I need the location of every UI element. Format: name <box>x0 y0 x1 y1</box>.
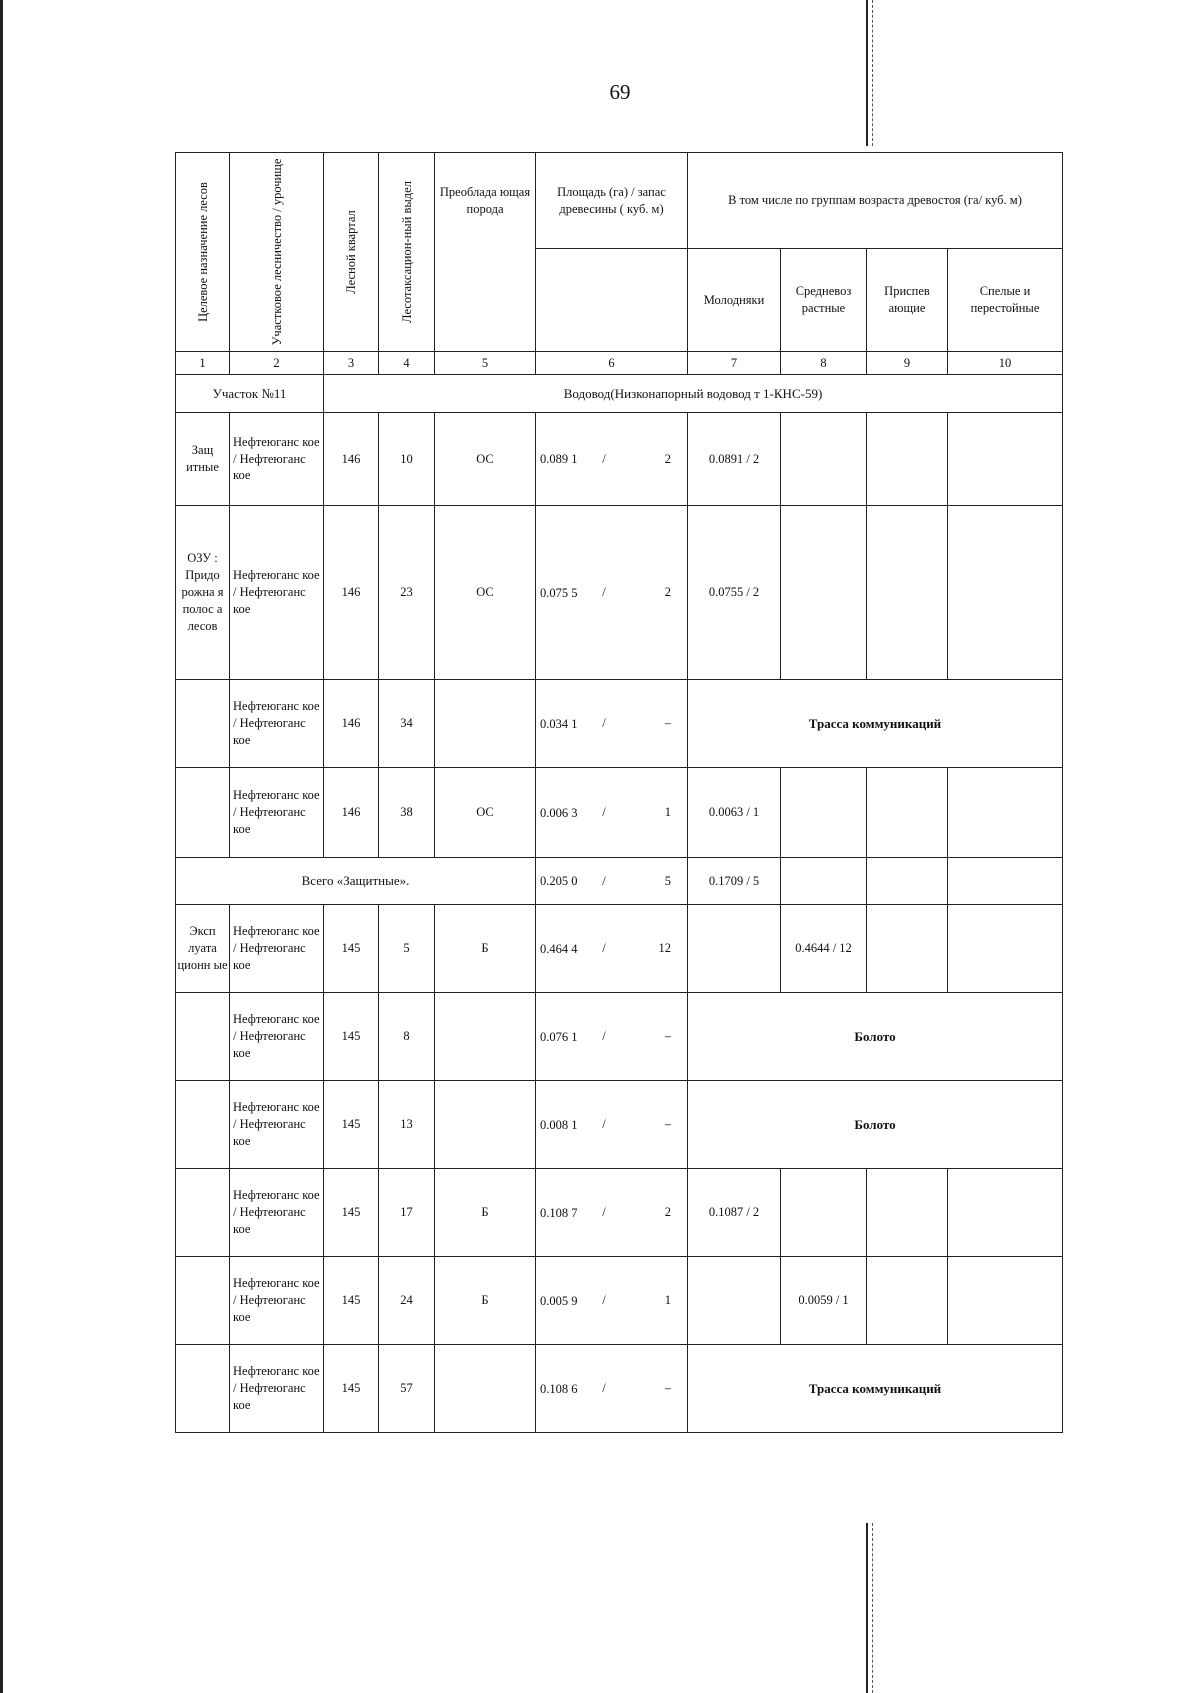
middle-aged-cell <box>781 413 867 506</box>
column-number: 3 <box>324 352 379 375</box>
ward-cell: Нефтеюганс кое / Нефтеюганс кое <box>230 506 324 680</box>
header-quarter: Лесной квартал <box>324 153 379 352</box>
area-value: 0.464 4 <box>540 941 578 956</box>
area-separator: / <box>602 585 606 600</box>
middle-aged-cell <box>781 506 867 680</box>
species-cell: ОС <box>435 768 536 858</box>
plot-cell: 38 <box>379 768 435 858</box>
stock-value: – <box>664 716 671 731</box>
ward-cell: Нефтеюганс кое / Нефтеюганс кое <box>230 993 324 1081</box>
header-area-empty <box>536 249 688 352</box>
area-value: 0.075 5 <box>540 585 578 600</box>
forest-plots-table <box>175 152 1063 1433</box>
species-cell: ОС <box>435 506 536 680</box>
column-number: 2 <box>230 352 324 375</box>
stock-value: – <box>664 1029 671 1044</box>
mature-cell <box>948 506 1063 680</box>
table-row <box>176 1081 1063 1169</box>
area-cell <box>536 858 688 905</box>
quarter-cell: 145 <box>324 1257 379 1345</box>
middle-aged-cell: 0.4644 / 12 <box>781 905 867 993</box>
scan-edge-line-top-right <box>866 0 868 146</box>
ward-cell: Нефтеюганс кое / Нефтеюганс кое <box>230 1257 324 1345</box>
purpose-cell: Эксп луата ционн ые <box>176 905 230 993</box>
young-cell: 0.1709 / 5 <box>688 858 781 905</box>
area-cell <box>536 506 688 680</box>
stock-value: – <box>664 1117 671 1132</box>
table-row <box>176 680 1063 768</box>
maturing-cell <box>867 858 948 905</box>
species-cell: Б <box>435 1169 536 1257</box>
column-number: 6 <box>536 352 688 375</box>
scan-edge-dash-bottom-right <box>872 1523 873 1693</box>
column-number-row <box>176 352 1063 375</box>
purpose-cell <box>176 1081 230 1169</box>
plot-cell: 10 <box>379 413 435 506</box>
area-value: 0.006 3 <box>540 805 578 820</box>
quarter-cell: 145 <box>324 1345 379 1433</box>
area-cell <box>536 1081 688 1169</box>
purpose-cell <box>176 1345 230 1433</box>
stock-value: 1 <box>664 805 671 820</box>
species-cell <box>435 993 536 1081</box>
column-number: 5 <box>435 352 536 375</box>
mature-cell <box>948 905 1063 993</box>
purpose-cell: ОЗУ : Придо рожна я полос а лесов <box>176 506 230 680</box>
maturing-cell <box>867 768 948 858</box>
table-row <box>176 413 1063 506</box>
table-row <box>176 1345 1063 1433</box>
quarter-cell: 145 <box>324 993 379 1081</box>
total-label: Всего «Защитные». <box>176 858 536 905</box>
purpose-cell: Защ итные <box>176 413 230 506</box>
section-label: Участок №11 <box>176 375 324 413</box>
area-separator: / <box>602 1117 606 1132</box>
ward-cell: Нефтеюганс кое / Нефтеюганс кое <box>230 680 324 768</box>
area-value: 0.108 7 <box>540 1205 578 1220</box>
quarter-cell: 146 <box>324 768 379 858</box>
land-category-cell: Болото <box>688 1081 1063 1169</box>
young-cell <box>688 905 781 993</box>
purpose-cell <box>176 680 230 768</box>
maturing-cell <box>867 413 948 506</box>
area-separator: / <box>602 1205 606 1220</box>
table-row <box>176 506 1063 680</box>
plot-cell: 13 <box>379 1081 435 1169</box>
stock-value: – <box>664 1381 671 1396</box>
species-cell: Б <box>435 905 536 993</box>
quarter-cell: 146 <box>324 680 379 768</box>
area-value: 0.076 1 <box>540 1029 578 1044</box>
middle-aged-cell <box>781 858 867 905</box>
maturing-cell <box>867 905 948 993</box>
column-number: 10 <box>948 352 1063 375</box>
land-category-cell: Трасса коммуникаций <box>688 680 1063 768</box>
stock-value: 5 <box>664 873 671 888</box>
maturing-cell <box>867 506 948 680</box>
young-cell: 0.1087 / 2 <box>688 1169 781 1257</box>
area-cell <box>536 905 688 993</box>
land-category-cell: Трасса коммуникаций <box>688 1345 1063 1433</box>
plot-cell: 23 <box>379 506 435 680</box>
area-value: 0.034 1 <box>540 716 578 731</box>
ward-cell: Нефтеюганс кое / Нефтеюганс кое <box>230 1169 324 1257</box>
area-separator: / <box>602 1381 606 1396</box>
ward-cell: Нефтеюганс кое / Нефтеюганс кое <box>230 905 324 993</box>
header-plot: Лесотаксацион-ный выдел <box>379 153 435 352</box>
purpose-cell <box>176 1257 230 1345</box>
stock-value: 12 <box>658 941 671 956</box>
quarter-cell: 146 <box>324 506 379 680</box>
area-separator: / <box>602 716 606 731</box>
plot-cell: 57 <box>379 1345 435 1433</box>
ward-cell: Нефтеюганс кое / Нефтеюганс кое <box>230 1081 324 1169</box>
ward-cell: Нефтеюганс кое / Нефтеюганс кое <box>230 768 324 858</box>
header-middle: Средневоз растные <box>781 249 867 352</box>
header-age-groups: В том числе по группам возраста древостоя (га/ куб. м) <box>688 153 1063 249</box>
header-ward: Участковое лесничество / урочище <box>230 153 324 352</box>
species-cell <box>435 680 536 768</box>
header-young: Молодняки <box>688 249 781 352</box>
header-purpose: Целевое назначение лесов <box>176 153 230 352</box>
plot-cell: 24 <box>379 1257 435 1345</box>
stock-value: 2 <box>664 585 671 600</box>
header-species: Преоблада ющая порода <box>435 153 536 249</box>
maturing-cell <box>867 1257 948 1345</box>
area-cell <box>536 680 688 768</box>
plot-cell: 5 <box>379 905 435 993</box>
column-number: 4 <box>379 352 435 375</box>
column-number: 7 <box>688 352 781 375</box>
young-cell <box>688 1257 781 1345</box>
page-number: 69 <box>609 80 631 104</box>
area-separator: / <box>602 1293 606 1308</box>
column-number: 1 <box>176 352 230 375</box>
scan-edge-line-bottom-right <box>866 1523 868 1693</box>
column-number: 8 <box>781 352 867 375</box>
scan-edge-line-left <box>0 0 3 1693</box>
area-value: 0.108 6 <box>540 1381 578 1396</box>
column-number: 9 <box>867 352 948 375</box>
ward-cell: Нефтеюганс кое / Нефтеюганс кое <box>230 1345 324 1433</box>
area-cell <box>536 413 688 506</box>
area-separator: / <box>602 1029 606 1044</box>
ward-cell: Нефтеюганс кое / Нефтеюганс кое <box>230 413 324 506</box>
land-category-cell: Болото <box>688 993 1063 1081</box>
purpose-cell <box>176 1169 230 1257</box>
young-cell: 0.0063 / 1 <box>688 768 781 858</box>
area-separator: / <box>602 451 606 466</box>
header-area: Площадь (га) / запас древесины ( куб. м) <box>536 153 688 249</box>
purpose-cell <box>176 768 230 858</box>
plot-cell: 8 <box>379 993 435 1081</box>
mature-cell <box>948 1169 1063 1257</box>
header-mature: Спелые и перестойные <box>948 249 1063 352</box>
middle-aged-cell: 0.0059 / 1 <box>781 1257 867 1345</box>
total-row <box>176 858 1063 905</box>
young-cell: 0.0755 / 2 <box>688 506 781 680</box>
area-separator: / <box>602 873 606 888</box>
purpose-cell <box>176 993 230 1081</box>
species-cell: Б <box>435 1257 536 1345</box>
quarter-cell: 145 <box>324 1081 379 1169</box>
species-cell <box>435 1345 536 1433</box>
scan-edge-dash-top-right <box>872 0 873 146</box>
table-row <box>176 905 1063 993</box>
area-value: 0.008 1 <box>540 1117 578 1132</box>
area-cell <box>536 768 688 858</box>
mature-cell <box>948 413 1063 506</box>
plot-cell: 17 <box>379 1169 435 1257</box>
table-row <box>176 1169 1063 1257</box>
quarter-cell: 146 <box>324 413 379 506</box>
young-cell: 0.0891 / 2 <box>688 413 781 506</box>
table-row <box>176 1257 1063 1345</box>
quarter-cell: 145 <box>324 905 379 993</box>
header-species-empty <box>435 249 536 352</box>
section-title: Водовод(Низконапорный водовод т 1-КНС-59) <box>324 375 1063 413</box>
area-separator: / <box>602 805 606 820</box>
stock-value: 2 <box>664 1205 671 1220</box>
area-cell <box>536 993 688 1081</box>
table-row <box>176 993 1063 1081</box>
plot-cell: 34 <box>379 680 435 768</box>
mature-cell <box>948 1257 1063 1345</box>
area-value: 0.089 1 <box>540 452 578 466</box>
middle-aged-cell <box>781 768 867 858</box>
mature-cell <box>948 768 1063 858</box>
area-value: 0.005 9 <box>540 1293 578 1308</box>
area-value: 0.205 0 <box>540 874 578 888</box>
stock-value: 2 <box>664 451 671 466</box>
area-separator: / <box>602 941 606 956</box>
section-row <box>176 375 1063 413</box>
quarter-cell: 145 <box>324 1169 379 1257</box>
stock-value: 1 <box>664 1293 671 1308</box>
species-cell: ОС <box>435 413 536 506</box>
mature-cell <box>948 858 1063 905</box>
area-cell <box>536 1257 688 1345</box>
header-maturing: Приспев ающие <box>867 249 948 352</box>
middle-aged-cell <box>781 1169 867 1257</box>
area-cell <box>536 1169 688 1257</box>
species-cell <box>435 1081 536 1169</box>
table-row <box>176 768 1063 858</box>
maturing-cell <box>867 1169 948 1257</box>
area-cell <box>536 1345 688 1433</box>
